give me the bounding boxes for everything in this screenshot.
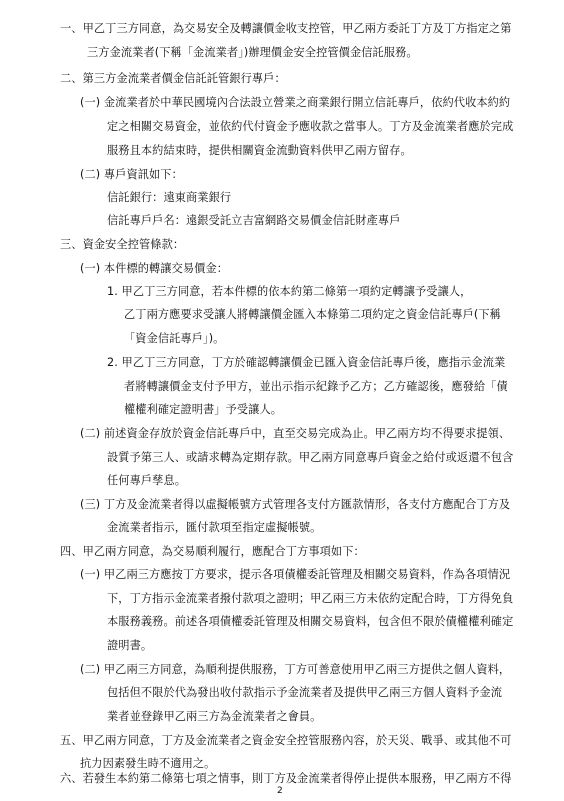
text-line: 「資金信託專戶」)。 xyxy=(124,332,225,345)
text-line: 包括但不限於代為發出收付款指示予金流業者及提供甲乙兩三方個人資料予金流 xyxy=(107,686,503,699)
text-line: 乙丁兩方應要求受讓人將轉讓價金匯入本條第二項約定之資金信託專戶(下稱 xyxy=(124,308,501,321)
text-line: 證明書。 xyxy=(107,639,153,652)
text-line: 服務且本約結束時，提供相關資金流動資料供甲乙兩方留存。 xyxy=(107,144,412,157)
text-line: 本服務義務。前述各項債權委託管理及相關交易資料，包含但不限於債權權利確定 xyxy=(107,615,514,628)
text-line: (一) 甲乙兩三方應按丁方要求，提示各項債權委託管理及相關交易資料，作為各項情況 xyxy=(80,568,511,581)
text-line: (二) 甲乙兩三方同意，為順利提供服務，丁方可善意使用甲乙兩三方提供之個人資料， xyxy=(80,663,511,676)
page-number: 2 xyxy=(277,786,283,796)
text-line: 金流業者指示，匯付款項至指定虛擬帳號。 xyxy=(107,521,322,534)
text-line: 業者並登錄甲乙兩三方為金流業者之會員。 xyxy=(107,710,322,723)
text-line: 任何專戶孳息。 xyxy=(107,474,187,487)
text-line: (二) 專戶資訊如下： xyxy=(80,168,183,181)
text-line: 者將轉讓價金支付予甲方，並出示指示紀錄予乙方；乙方確認後，應發給「債 xyxy=(124,380,508,393)
text-line: 1. 甲乙丁三方同意，若本件標的依本約第二條第一項約定轉讓予受讓人， xyxy=(107,285,472,298)
text-line: 權權利確定證明書」予受讓人。 xyxy=(124,403,283,416)
text-line: (三) 丁方及金流業者得以虛擬帳號方式管理各支付方匯款情形，各支付方應配合丁方及 xyxy=(80,498,511,511)
text-line: (一) 本件標的轉讓交易價金： xyxy=(80,262,229,275)
text-line: 2. 甲乙丁三方同意，丁方於確認轉讓價金已匯入資金信託專戶後，應指示金流業 xyxy=(107,356,506,369)
text-line: 三方金流業者(下稱「金流業者」)辦理價金安全控管價金信託服務。 xyxy=(87,46,418,59)
section-heading: 二、第三方金流業者價金信託託管銀行專戶： xyxy=(60,72,286,85)
section-heading: 四、甲乙兩方同意，為交易順利履行，應配合丁方事項如下： xyxy=(60,545,365,558)
text-line: (二) 前述資金存放於資金信託專戶中，直至交易完成為止。甲乙兩方均不得要求提領、 xyxy=(80,427,511,440)
text-line: 定之相關交易資金，並依約代付資金予應收款之當事人。丁方及金流業者應於完成 xyxy=(107,120,514,133)
text-line: 設質予第三人、或請求轉為定期存款。甲乙兩方同意專戶資金之給付或返還不包含 xyxy=(107,451,514,464)
text-line: 抗力因素發生時不適用之。 xyxy=(80,757,216,770)
section-heading: 三、資金安全控管條款： xyxy=(60,238,185,251)
text-line: 信託銀行：遠東商業銀行 xyxy=(107,191,232,204)
text-line: 信託專戶戶名：遠銀受託立吉富網路交易價金信託財產專戶 xyxy=(107,214,401,227)
text-line: (一) 金流業者於中華民國境內合法設立營業之商業銀行開立信託專戶，依約代收本約約 xyxy=(80,96,511,109)
text-line: 一、甲乙丁三方同意，為交易安全及轉讓價金收支控管，甲乙兩方委託丁方及丁方指定之第 xyxy=(60,22,512,35)
section-heading: 五、甲乙兩方同意，丁方及金流業者之資金安全控管服務內容，於天災、戰爭、或其他不可 xyxy=(60,734,512,747)
section-heading: 六、若發生本約第二條第七項之情事，則丁方及金流業者得停止提供本服務，甲乙兩方不得 xyxy=(60,772,512,785)
text-line: 下，丁方指示金流業者撥付款項之證明；甲乙兩三方未依約定配合時，丁方得免負 xyxy=(107,592,514,605)
